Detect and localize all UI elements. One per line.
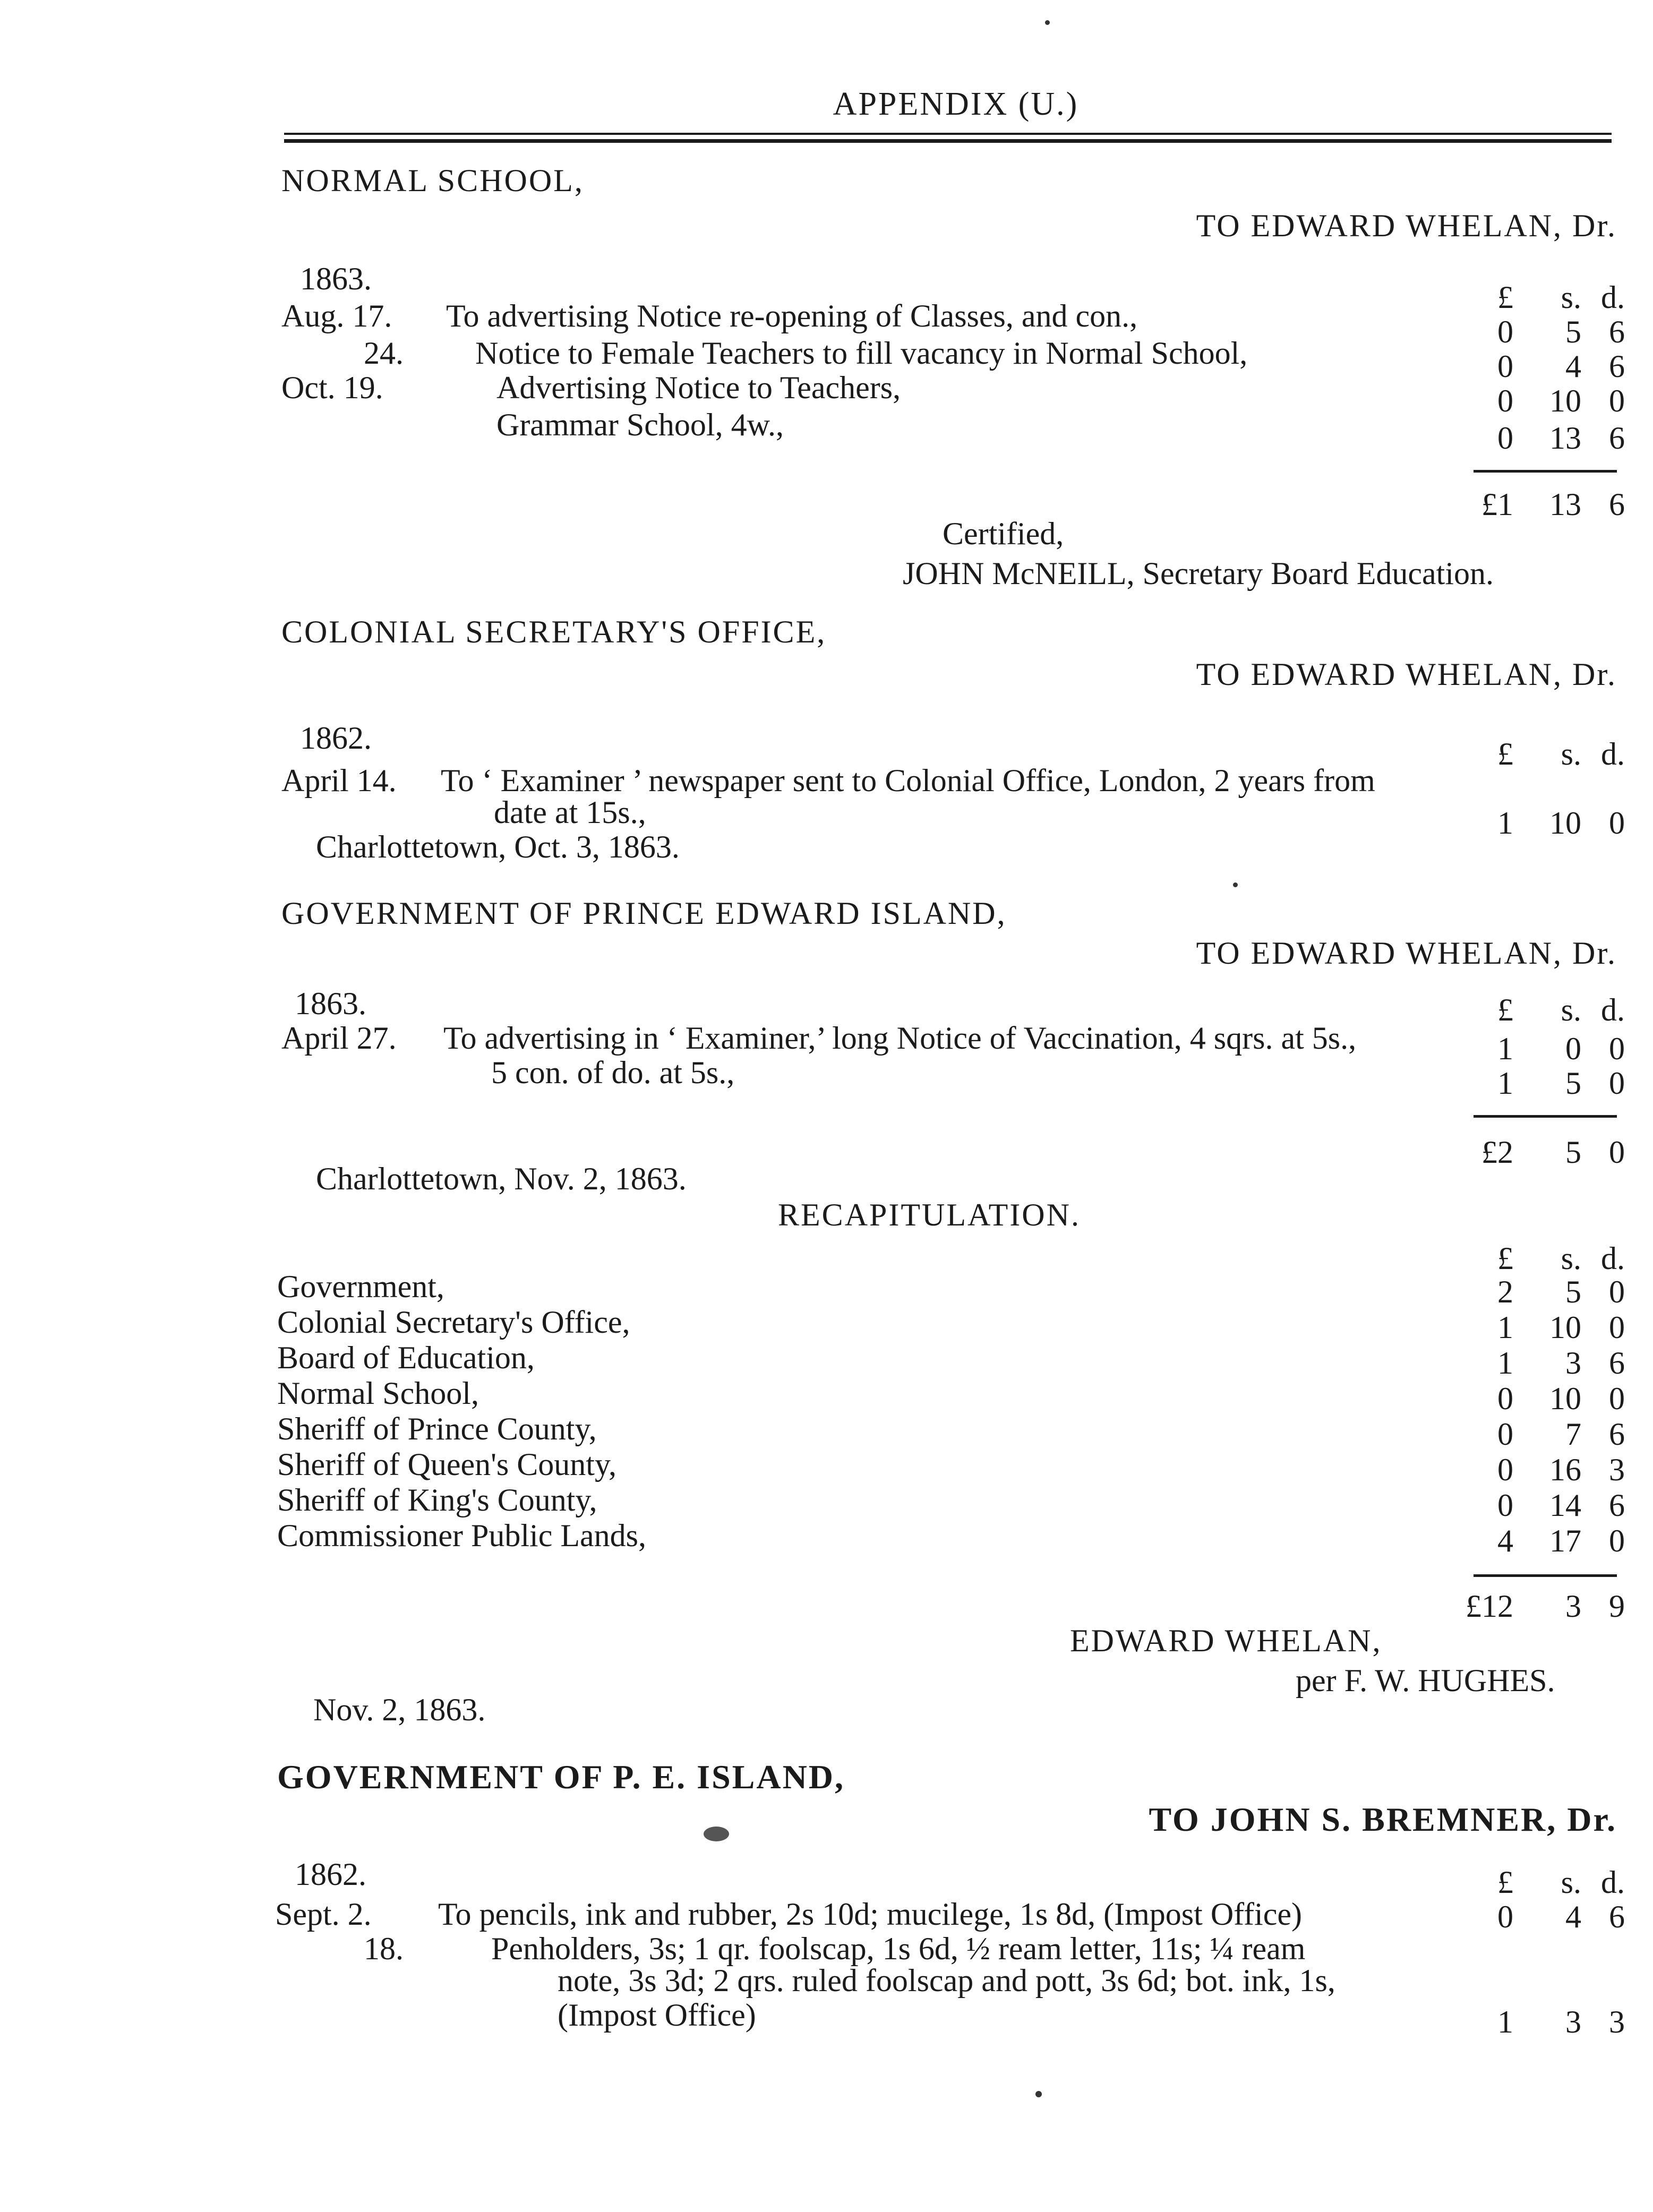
shillings-header: s. — [1561, 992, 1581, 1027]
recap-label: Board of Education, — [277, 1340, 535, 1375]
pence-header: d. — [1601, 1865, 1625, 1900]
shillings-header: s. — [1561, 280, 1581, 315]
shillings-header: s. — [1561, 1241, 1581, 1276]
amount-shillings: 3 — [1565, 1345, 1581, 1381]
amount-pence: 0 — [1609, 1523, 1625, 1558]
amount-pounds: 0 — [1497, 349, 1513, 384]
amount-pence: 6 — [1609, 1899, 1625, 1934]
section-total — [1466, 488, 1625, 526]
amount-pounds: 0 — [1497, 1899, 1513, 1934]
amount-shillings: 4 — [1565, 349, 1581, 384]
amount-pounds: 2 — [1497, 1274, 1513, 1309]
certified-label: Certified, — [943, 516, 1064, 551]
entry-text: To pencils, ink and rubber, 2s 10d; mucilege, 1s 8d, (Impost Office) — [438, 1897, 1302, 1932]
amount-pence: 3 — [1609, 2004, 1625, 2039]
recap-amount — [1466, 1347, 1625, 1384]
section-heading-bremner: GOVERNMENT OF P. E. ISLAND, — [277, 1758, 845, 1796]
total-pence: 6 — [1609, 487, 1625, 522]
currency-header — [1466, 1866, 1625, 1904]
place-date: Charlottetown, Nov. 2, 1863. — [316, 1161, 687, 1196]
amount-shillings: 0 — [1565, 1031, 1581, 1066]
amount-pounds: 0 — [1497, 421, 1513, 456]
entry-amount — [1466, 350, 1625, 388]
entry-text: Advertising Notice to Teachers, — [496, 370, 901, 405]
recap-label: Normal School, — [277, 1376, 479, 1411]
pence-header: d. — [1601, 280, 1625, 315]
page-header: APPENDIX (U.) — [833, 86, 1079, 122]
total-pounds: £1 — [1481, 487, 1513, 522]
amount-pounds: 0 — [1497, 1381, 1513, 1416]
entry-text-continued: date at 15s., — [494, 795, 646, 830]
amount-pence: 0 — [1609, 1031, 1625, 1066]
section-year: 1862. — [295, 1857, 366, 1892]
entry-amount — [1466, 1033, 1625, 1070]
amount-pounds: 0 — [1497, 383, 1513, 418]
amount-shillings: 5 — [1565, 1274, 1581, 1309]
pounds-header: £ — [1497, 736, 1513, 771]
amount-shillings: 10 — [1549, 805, 1581, 841]
pounds-header: £ — [1497, 992, 1513, 1027]
recap-amount — [1466, 1454, 1625, 1491]
total-shillings: 3 — [1565, 1589, 1581, 1624]
header-rule-bottom — [284, 139, 1612, 143]
total-shillings: 5 — [1565, 1135, 1581, 1170]
amount-pence: 6 — [1609, 1417, 1625, 1452]
total-rule — [1474, 470, 1617, 473]
amount-pence: 0 — [1609, 383, 1625, 418]
entry-date: April 14. — [281, 763, 397, 798]
section-payee: TO EDWARD WHELAN, Dr. — [1196, 657, 1617, 692]
amount-shillings: 10 — [1549, 1310, 1581, 1345]
section-total — [1466, 1136, 1625, 1173]
entry-date: April 27. — [281, 1021, 397, 1056]
header-rule-top — [284, 133, 1612, 135]
total-pounds: £2 — [1481, 1135, 1513, 1170]
entry-amount — [1466, 316, 1625, 353]
amount-shillings: 4 — [1565, 1899, 1581, 1934]
amount-pence: 6 — [1609, 349, 1625, 384]
entry-text: Notice to Female Teachers to fill vacancy in Normal School, — [475, 336, 1248, 371]
section-year: 1863. — [300, 261, 372, 296]
currency-header — [1466, 994, 1625, 1031]
total-pounds: £12 — [1466, 1589, 1513, 1624]
entry-text-continued: (Impost Office) — [558, 1997, 756, 2033]
recap-label: Sheriff of Queen's County, — [277, 1447, 617, 1482]
entry-amount — [1466, 385, 1625, 422]
amount-pence: 0 — [1609, 1066, 1625, 1101]
amount-shillings: 3 — [1565, 2004, 1581, 2039]
amount-pence: 0 — [1609, 1274, 1625, 1309]
entry-amount — [1466, 807, 1625, 844]
amount-pounds: 1 — [1497, 805, 1513, 841]
entry-amount — [1466, 1067, 1625, 1104]
section-payee: TO EDWARD WHELAN, Dr. — [1196, 208, 1617, 243]
entry-date: Oct. 19. — [281, 370, 383, 405]
total-shillings: 13 — [1549, 487, 1581, 522]
amount-pounds: 1 — [1497, 1345, 1513, 1381]
recap-amount — [1466, 1276, 1625, 1313]
ink-blot — [704, 1827, 729, 1841]
amount-pence: 0 — [1609, 1310, 1625, 1345]
entry-amount — [1466, 1901, 1625, 1938]
amount-shillings: 5 — [1565, 314, 1581, 349]
amount-pounds: 0 — [1497, 1452, 1513, 1487]
pounds-header: £ — [1497, 1865, 1513, 1900]
entry-date: Aug. 17. — [281, 298, 392, 333]
entry-text: Penholders, 3s; 1 qr. foolscap, 1s 6d, ½ ream letter, 11s; ¼ ream — [491, 1931, 1306, 1966]
amount-pounds: 1 — [1497, 2004, 1513, 2039]
recap-label: Commissioner Public Lands, — [277, 1518, 646, 1553]
entry-text: 5 con. of do. at 5s., — [491, 1055, 735, 1090]
section-payee: TO JOHN S. BREMNER, Dr. — [1149, 1801, 1617, 1838]
section-year: 1863. — [295, 986, 366, 1021]
recap-amount — [1466, 1489, 1625, 1527]
total-pence: 9 — [1609, 1589, 1625, 1624]
entry-date: 18. — [364, 1931, 404, 1966]
amount-pounds: 0 — [1497, 314, 1513, 349]
amount-pence: 6 — [1609, 1345, 1625, 1381]
amount-shillings: 14 — [1549, 1488, 1581, 1523]
entry-text: To ‘ Examiner ’ newspaper sent to Colonial Office, London, 2 years from — [441, 763, 1375, 798]
amount-pence: 3 — [1609, 1452, 1625, 1487]
amount-shillings: 10 — [1549, 1381, 1581, 1416]
print-speck — [1045, 20, 1050, 25]
section-heading-normal-school: NORMAL SCHOOL, — [281, 163, 584, 198]
print-speck — [1035, 2091, 1042, 2097]
shillings-header: s. — [1561, 1865, 1581, 1900]
amount-shillings: 16 — [1549, 1452, 1581, 1487]
amount-pounds: 1 — [1497, 1031, 1513, 1066]
section-payee: TO EDWARD WHELAN, Dr. — [1196, 936, 1617, 971]
recap-amount — [1466, 1418, 1625, 1455]
pence-header: d. — [1601, 992, 1625, 1027]
amount-pounds: 0 — [1497, 1417, 1513, 1452]
amount-pence: 0 — [1609, 1381, 1625, 1416]
pounds-header: £ — [1497, 280, 1513, 315]
amount-pounds: 1 — [1497, 1310, 1513, 1345]
total-pence: 0 — [1609, 1135, 1625, 1170]
recap-total — [1466, 1590, 1625, 1627]
pence-header: d. — [1601, 736, 1625, 771]
section-heading-government-pei: GOVERNMENT OF PRINCE EDWARD ISLAND, — [281, 896, 1007, 931]
entry-amount — [1466, 422, 1625, 459]
entry-text-continued: note, 3s 3d; 2 qrs. ruled foolscap and pott, 3s 6d; bot. ink, 1s, — [558, 1963, 1335, 1998]
total-rule — [1474, 1115, 1617, 1118]
recap-label: Sheriff of Prince County, — [277, 1411, 597, 1446]
currency-header — [1466, 738, 1625, 775]
section-heading-colonial-secretary: COLONIAL SECRETARY'S OFFICE, — [281, 614, 827, 649]
shillings-header: s. — [1561, 736, 1581, 771]
entry-text: To advertising in ‘ Examiner,’ long Notice of Vaccination, 4 sqrs. at 5s., — [443, 1021, 1357, 1056]
entry-date: 24. — [364, 336, 404, 371]
amount-shillings: 5 — [1565, 1066, 1581, 1101]
place-date: Charlottetown, Oct. 3, 1863. — [316, 829, 680, 864]
recap-amount — [1466, 1311, 1625, 1349]
amount-pence: 6 — [1609, 314, 1625, 349]
amount-shillings: 13 — [1549, 421, 1581, 456]
amount-pounds: 4 — [1497, 1523, 1513, 1558]
amount-pence: 0 — [1609, 805, 1625, 841]
recap-date: Nov. 2, 1863. — [313, 1692, 486, 1727]
recapitulation-heading: RECAPITULATION. — [778, 1197, 1081, 1232]
certified-by: JOHN McNEILL, Secretary Board Education. — [903, 556, 1494, 591]
pence-header: d. — [1601, 1241, 1625, 1276]
amount-shillings: 17 — [1549, 1523, 1581, 1558]
print-speck — [1233, 882, 1238, 887]
recap-label: Colonial Secretary's Office, — [277, 1305, 630, 1340]
amount-shillings: 7 — [1565, 1417, 1581, 1452]
amount-pence: 6 — [1609, 421, 1625, 456]
amount-shillings: 10 — [1549, 383, 1581, 418]
amount-pounds: 0 — [1497, 1488, 1513, 1523]
recap-amount — [1466, 1525, 1625, 1562]
amount-pence: 6 — [1609, 1488, 1625, 1523]
entry-text: To advertising Notice re-opening of Classes, and con., — [446, 298, 1138, 333]
pounds-header: £ — [1497, 1241, 1513, 1276]
currency-header — [1466, 1242, 1625, 1280]
recap-amount — [1466, 1383, 1625, 1420]
entry-date: Sept. 2. — [275, 1897, 372, 1932]
signature-per: per F. W. HUGHES. — [1296, 1663, 1555, 1698]
entry-text: Grammar School, 4w., — [496, 407, 784, 442]
total-rule — [1474, 1574, 1617, 1577]
entry-amount — [1466, 2006, 1625, 2043]
amount-pounds: 1 — [1497, 1066, 1513, 1101]
recap-label: Government, — [277, 1269, 444, 1304]
signature-name: EDWARD WHELAN, — [1070, 1623, 1382, 1658]
section-year: 1862. — [300, 721, 372, 756]
recap-label: Sheriff of King's County, — [277, 1482, 597, 1517]
currency-header — [1466, 281, 1625, 319]
